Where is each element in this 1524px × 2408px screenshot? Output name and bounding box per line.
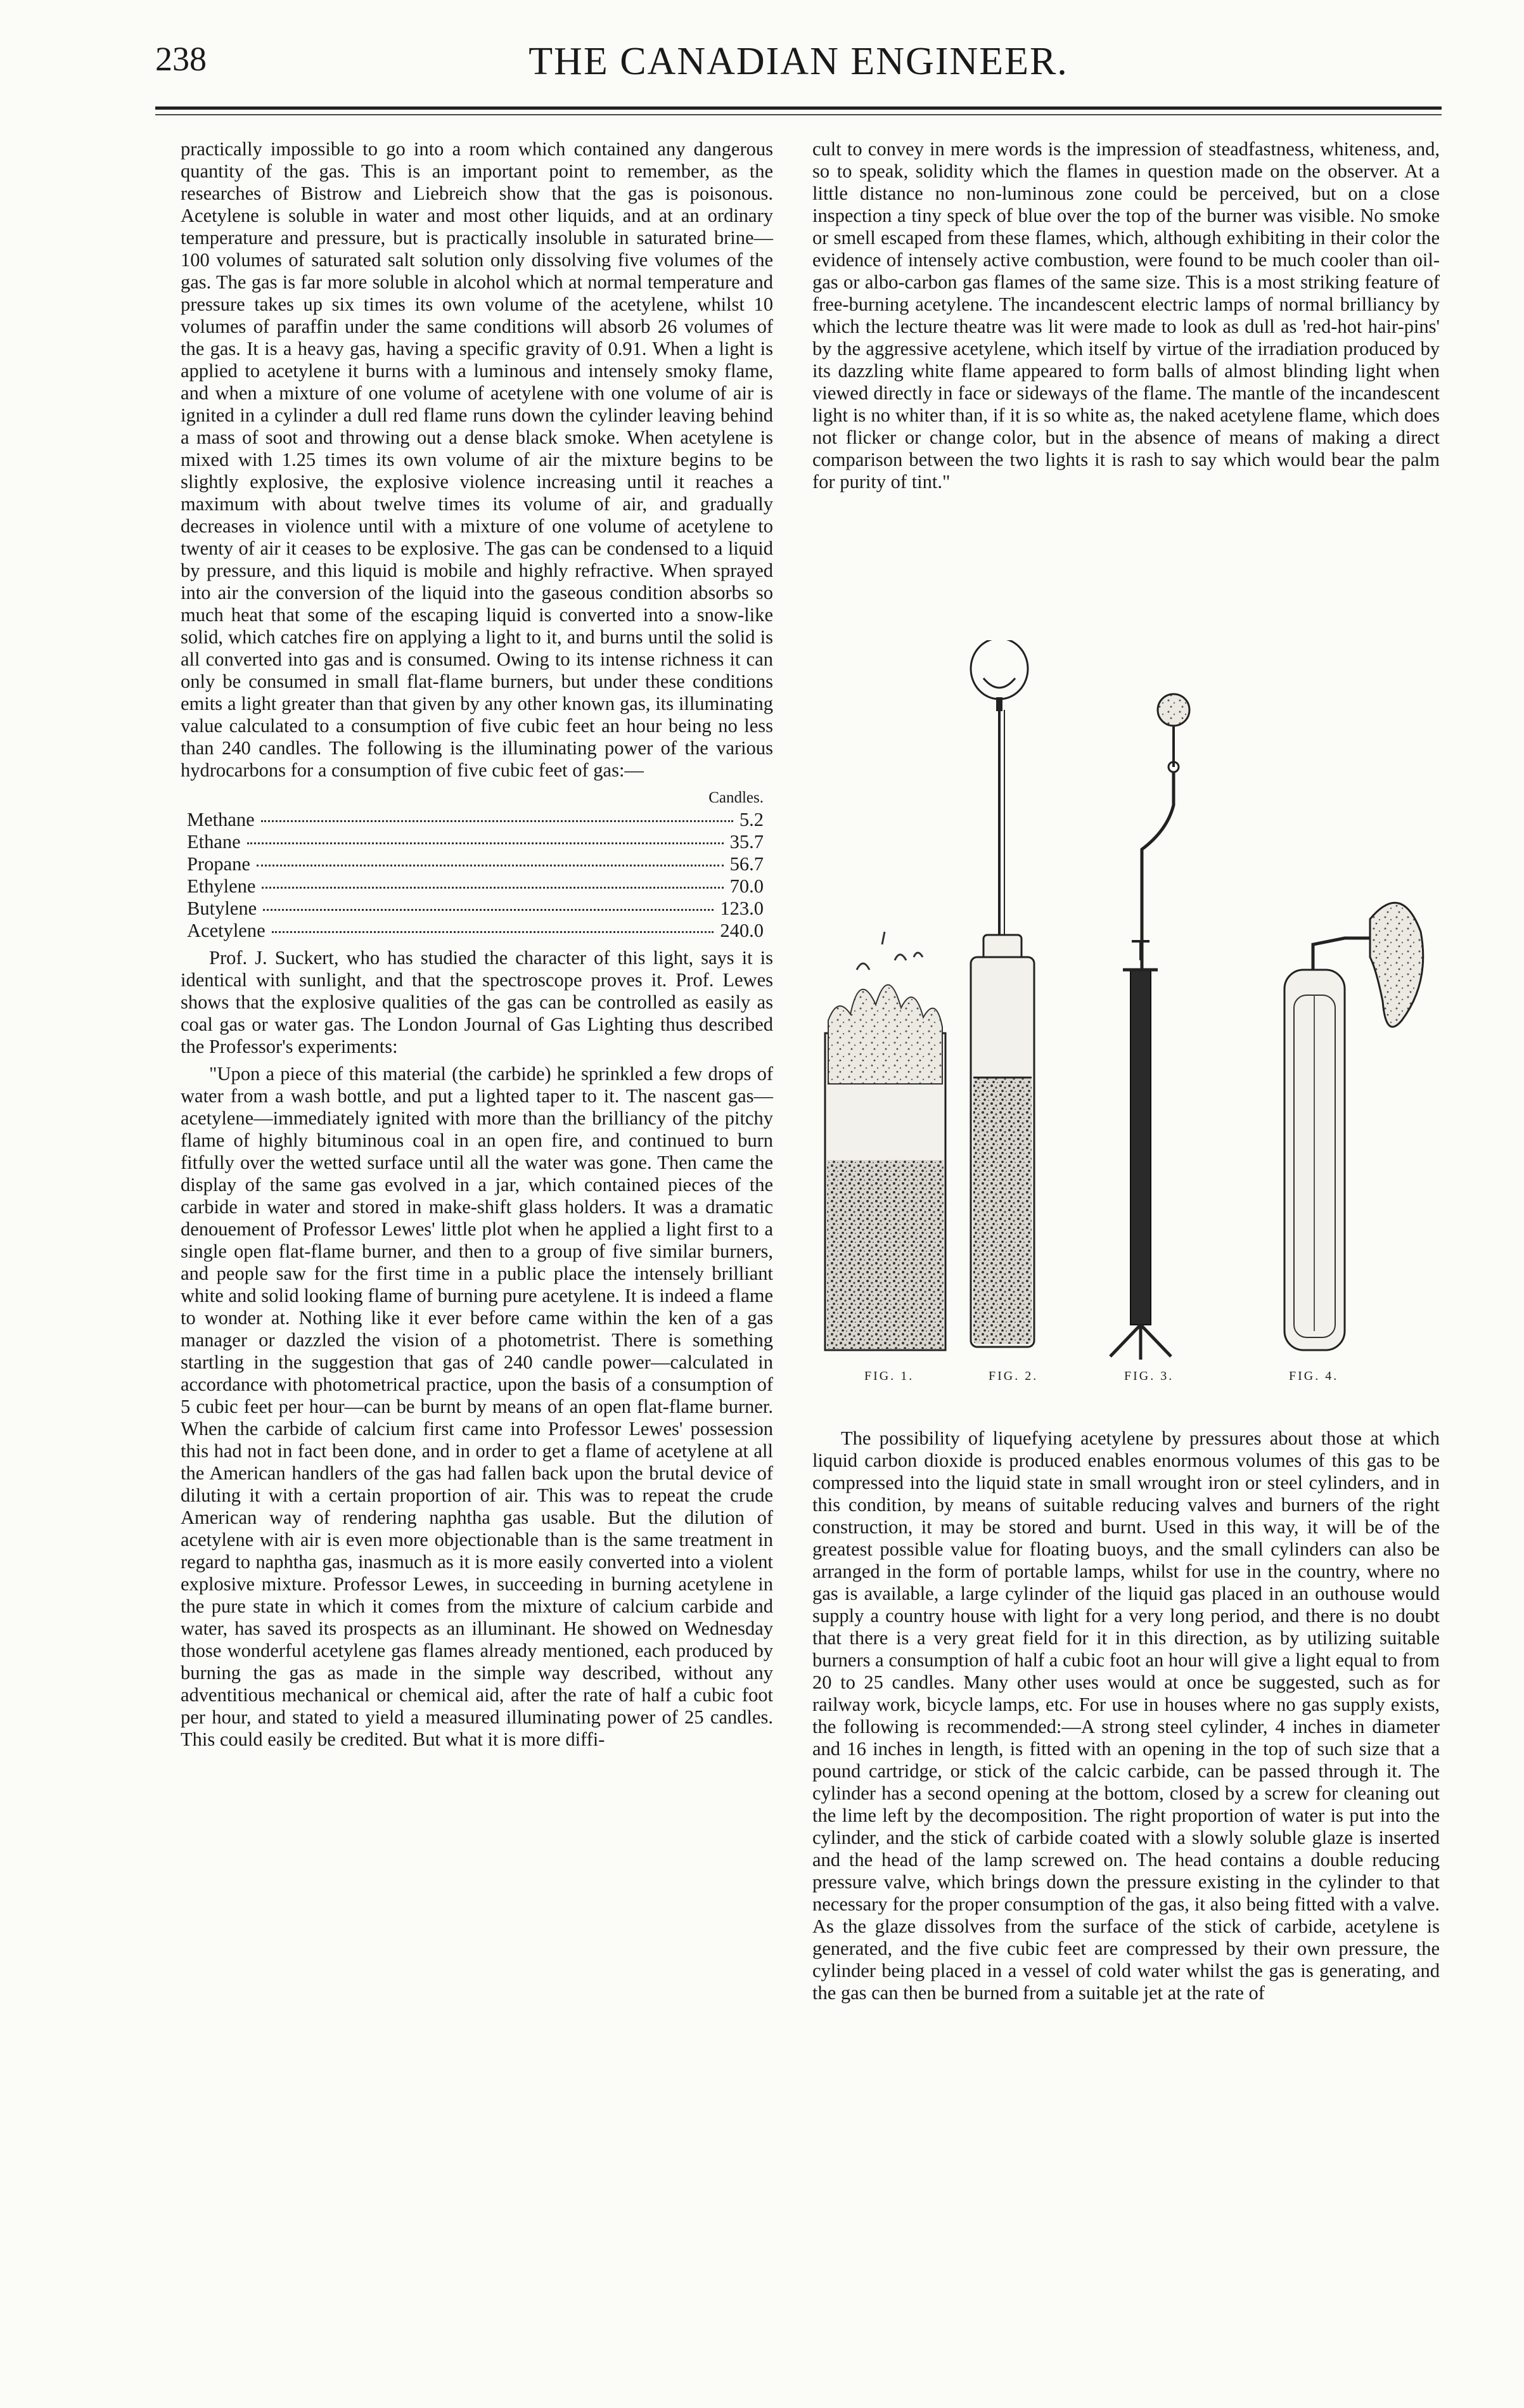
candles-row [181,920,773,942]
candle-value: 123.0 [720,898,764,919]
candle-value: 56.7 [729,853,764,875]
right-paragraph-2: The possibility of liquefying acetylene by pressures about those at which liquid carbon dioxide is produced enables enormous volumes of this gas to be compressed into the liquid state in small wrought iron or steel cylinders, and in this condition, by means of suitable reducing valves and burners of the right construction, it may be stored and burnt. Used in this way, it will be of the greatest possible value for floating buoys, and the small cylinders can also be arranged in the form of portable lamps, whilst for use in the country, where no gas is available, a large cylinder of the liquid gas placed in an outhouse would supply a country house with light for a very long period, and there is no doubt that there is a very great field for it in this direction, as by utilizing suitable burners a consumption of half a cubic foot an hour will give a light equal to from 20 to 25 candles. Many other uses would at once be suggested, such as for railway work, bicycle lamps, etc. For use in houses where no gas supply exists, the following is recommended:—A strong steel cylinder, 4 inches in diameter and 16 inches in length, is fitted with an opening in the top of such size that a pound cartridge, or stick of the calcic carbide, can be passed through it. The cylinder has a second opening at the bottom, closed by a screw for cleaning out the lime left by the decomposition. The right proportion of water is put into the cylinder, and the stick of carbide coated with a slowly soluble glaze is inserted and the head of the lamp screwed on. The head contains a double reducing pressure valve, which brings down the pressure existing in the cylinder to that necessary for the proper consumption of the gas, it also being fitted with a valve. As the glaze dissolves from the surface of the stick of carbide, acetylene is generated, and the five cubic feet are compressed by their own pressure, the cylinder being placed in a vessel of cold water whilst the gas is generating, and the gas can then be burned from a suitable jet at the rate of [812,1427,1440,2004]
apparatus-illustration [812,640,1440,1363]
candles-table-header: Candles. [708,789,764,806]
gas-name: Acetylene [187,920,266,941]
gas-name: Methane [187,809,255,830]
fig4-cylinder-bag [1284,903,1423,1350]
right-column-top [812,138,1440,633]
right-column-bottom [812,1427,1440,2270]
left-paragraph-1: practically impossible to go into a room which contained any dangerous quantity of the gas. This is an important point to remember, as the researches of Bistrow and Liebreich show that the gas is poisonous. Acetylene is soluble in water and most other liquids, and at an ordinary temperature and pressure, but is practically insoluble in saturated brine—100 volumes of saturated salt solution only dissolving five volumes of the gas. The gas is far more soluble in alcohol which at normal temperature and pressure takes up six times its own volume of the acetylene, whilst 10 volumes of paraffin under the same conditions will absorb 26 volumes of the gas. It is a heavy gas, having a specific gravity of 0.91. When a light is applied to acetylene it burns with a luminous and intensely smoky flame, and when a mixture of one volume of acetylene with one volume of air is ignited in a cylinder a dull red flame runs down the cylinder leaving behind a mass of soot and throwing out a dense black smoke. When acetylene is mixed with 1.25 times its own volume of air the mixture begins to be slightly explosive, the explosive violence increasing until it reaches a maximum with about twelve times its volume of air, and gradually decreases in violence until with a mixture of one volume of acetylene to twenty of air it ceases to be explosive. The gas can be condensed to a liquid by pressure, and this liquid is mobile and highly refractive. When sprayed into air the conversion of the liquid into the gaseous condition absorbs so much heat that some of the escaping liquid is converted into a snow-like solid, which catches fire on applying a light to it, and burns until the solid is all converted into gas and is consumed. Owing to its intense richness it can only be consumed in small flat-flame burners, but under these conditions emits a light greater than that given by any other known gas, its illuminating value calculated to a consumption of five cubic feet an hour being no less than 240 candles. The following is the illuminating power of the various hydrocarbons for a consumption of five cubic feet of gas:— [181,138,773,781]
header-rule-thin [155,114,1442,115]
figure-caption-2: FIG. 2. [989,1369,1039,1383]
candle-value: 70.0 [729,875,764,897]
dot-leader [257,865,724,866]
dot-leader [263,909,714,911]
figure-caption-4: FIG. 4. [1289,1369,1339,1383]
journal-title: THE CANADIAN ENGINEER. [528,40,1068,83]
candle-value: 35.7 [729,831,764,853]
fig2-generator [971,640,1034,1347]
figure-caption-3: FIG. 3. [1124,1369,1174,1383]
apparatus-figure [812,640,1440,1407]
fig1-jar [825,932,945,1350]
gas-name: Propane [187,853,250,875]
gas-name: Ethylene [187,875,256,897]
header-rule-thick [155,106,1442,110]
figure-caption-1: FIG. 1. [864,1369,914,1383]
candles-row [181,853,773,875]
page-number: 238 [155,40,207,78]
left-column [181,138,773,2268]
gas-name: Butylene [187,898,257,919]
right-paragraph-1: cult to convey in mere words is the impression of steadfastness, whiteness, and, so to speak, solidity which the flames in question made on the observer. At a little distance no non-luminous zone could be perceived, but on a close inspection a tiny speck of blue over the top of the burner was visible. No smoke or smell escaped from these flames, which, although exhibiting in their color the evidence of intensely active combustion, were found to be much cooler than oil-gas or albo-carbon gas flames of the same size. This is a most striking feature of free-burning acetylene. The incandescent electric lamps of normal brilliancy by which the lecture theatre was lit were made to look as dull as 'red-hot hair-pins' by the aggressive acetylene, which itself by virtue of the irradiation produced by its dazzling white flame appeared to form balls of almost blinding light when viewed directly in face or sideways of the flame. The mantle of the incandescent light is no whiter than, if it is so white as, the naked acetylene flame, which does not flicker or change color, but in the absence of means of making a direct comparison between the two lights it is rash to say which would bear the palm for purity of tint." [812,138,1440,493]
candle-value: 240.0 [720,920,764,941]
candles-row [181,809,773,831]
dot-leader [262,887,723,889]
page-header [155,39,1442,109]
dot-leader [272,931,714,933]
candles-table [181,787,773,942]
fig3-stand-lamp [1110,694,1189,1360]
left-paragraph-2: Prof. J. Suckert, who has studied the character of this light, says it is identical with sunlight, and that the spectroscope proves it. Prof. Lewes shows that the explosive qualities of the gas can be controlled as easily as coal gas or water gas. The London Journal of Gas Lighting thus described the Professor's experiments: [181,947,773,1057]
dot-leader [247,842,724,844]
candle-value: 5.2 [739,809,764,830]
left-paragraph-3: "Upon a piece of this material (the carbide) he sprinkled a few drops of water from a wash bottle, and put a lighted taper to it. The nascent gas—acetylene—immediately ignited with more than the brilliancy of the pitchy flame of highly bituminous coal in an open fire, and continued to burn fitfully over the wetted surface until all the water was gone. Then came the display of the same gas evolved in a jar, which contained pieces of the carbide in water and stored in make-shift glass holders. It was a dramatic denouement of Professor Lewes' little plot when he applied a light first to a single open flat-flame burner, and then to a group of five similar burners, and people saw for the first time in a public place the intensely brilliant white and solid looking flame of burning pure acetylene. It is indeed a flame to wonder at. Nothing like it ever before came within the ken of a gas manager or dazzled the vision of a photometrist. There is something startling in the suggestion that gas of 240 candle power—calculated in accordance with photometrical practice, upon the basis of a consumption of 5 cubic feet per hour—can be burnt by means of an open flat-flame burner. When the carbide of calcium first came into Professor Lewes' possession this had not in fact been done, and in order to get a flame of acetylene at all the American handlers of the gas had fallen back upon the brutal device of diluting it with a certain proportion of air. This was to repeat the crude American way of rendering naphtha gas usable. But the dilution of acetylene with air is even more objectionable than is the same treatment in regard to naphtha gas, inasmuch as it is more easily converted into a violent explosive mixture. Professor Lewes, in succeeding in burning acetylene in the pure state in which it comes from the mixture of calcium carbide and water, has saved its prospects as an illuminant. He showed on Wednesday those wonderful acetylene gas flames already mentioned, each produced by burning the gas as made in the simple way described, without any adventitious mechanical or chemical aid, after the rate of half a cubic foot per hour, and stated to yield a measured illuminating power of 25 candles. This could easily be credited. But what it is more diffi- [181,1063,773,1750]
candles-row [181,831,773,853]
dot-leader [261,820,733,822]
gas-name: Ethane [187,831,241,853]
candles-row [181,898,773,920]
candles-row [181,875,773,898]
